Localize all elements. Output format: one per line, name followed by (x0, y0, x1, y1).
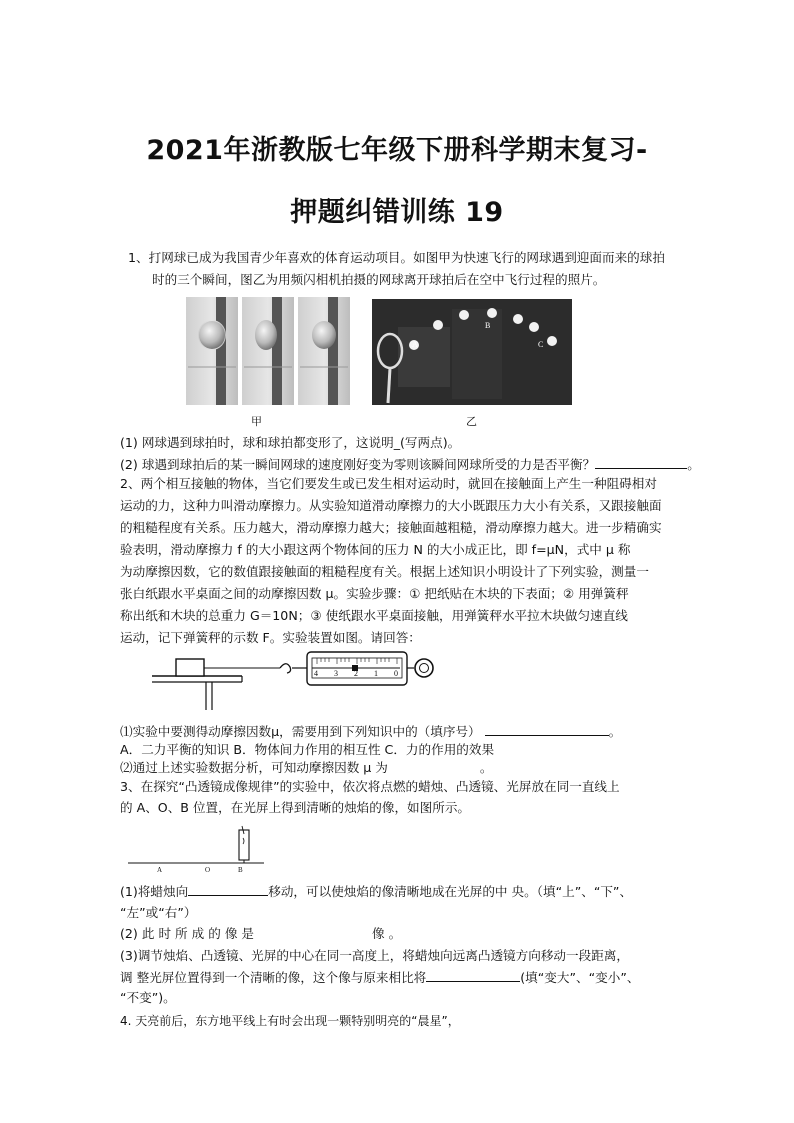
q1-sub2-end: 。 (687, 457, 700, 472)
q3-sub3-line1: (3)调节烛焰、凸透镜、光屏的中心在同一高度上，将蜡烛向远离凸透镜方向移动一段距离， (120, 948, 629, 963)
scale-tick-1: 1 (374, 669, 378, 678)
q2-options: A．二力平衡的知识 B．物体间力作用的相互性 C．力的作用的效果 (120, 742, 495, 757)
q1-sub2-blank[interactable] (595, 456, 687, 469)
scale-tick-4: 4 (314, 669, 318, 678)
friction-apparatus-graphic (152, 648, 442, 712)
q2-sub2-end: 。 (479, 760, 493, 775)
q2-line-7: 称出纸和木块的总重力 G＝10N；③ 使纸跟水平桌面接触，用弹簧秤水平拉木块做匀速直线 (120, 608, 628, 623)
photo-yi-label-c: C (538, 340, 544, 349)
page-title-line1: 2021年浙教版七年级下册科学期末复习- (146, 135, 648, 166)
q1-sub1: (1) 网球遇到球拍时，球和球拍都变形了，这说明_(写两点)。 (120, 435, 461, 450)
q3-sub2-pre: (2) 此 时 所 成 的 像 是 (120, 926, 255, 941)
lens-bench-graphic (126, 824, 266, 880)
q2-line-1: 2、两个相互接触的物体，当它们要发生或已发生相对运动时，就回在接触面上产生一种阻碍相对 (120, 476, 657, 491)
q1-sub2 (120, 456, 700, 473)
photo-yi-label-a: A (412, 340, 418, 349)
q3-sub3-line2 (120, 969, 639, 986)
q3-sub3-pre: 调 整光屏位置得到一个清晰的像，这个像与原来相比将 (120, 970, 427, 985)
q2-sub1-end: 。 (608, 724, 622, 739)
q2-sub1 (120, 723, 621, 740)
q3-sub1-cont: “左”或“右”） (120, 905, 197, 920)
caption-jia: 甲 (251, 415, 262, 428)
q2-line-3: 的粗糙程度有关系。压力越大，滑动摩擦力越大；接触面越粗糙，滑动摩擦力越大。进一步精确实 (120, 520, 662, 535)
q1-sub2-text: (2) 球遇到球拍后的某一瞬间网球的速度刚好变为零则该瞬间网球所受的力是否平衡？ (120, 457, 596, 472)
photo-jia-graphic (186, 297, 350, 405)
q3-sub3-blank[interactable] (426, 969, 520, 982)
q1-stem-line2: 时的三个瞬间，图乙为用频闪相机拍摄的网球离开球拍后在空中飞行过程的照片。 (152, 272, 606, 287)
lens-bench-figure (126, 824, 266, 880)
q3-sub3-post: (填“变大”、“变小”、 (520, 970, 640, 985)
q3-sub1 (120, 883, 632, 900)
photo-yi-label-b: B (485, 321, 491, 330)
q3-sub2-post: 像 。 (372, 926, 402, 941)
photo-yi (372, 299, 572, 405)
q2-line-2: 运动的力，这种力叫滑动摩擦力。从实验知道滑动摩擦力的大小既跟压力大小有关系，又跟接触面 (120, 498, 662, 513)
q3-stem-line2: 的 A、O、B 位置，在光屏上得到清晰的烛焰的像，如图所示。 (120, 800, 471, 815)
scale-tick-0: 0 (394, 669, 398, 678)
q1-stem-line1: 1、打网球已成为我国青少年喜欢的体育运动项目。如图甲为快速飞行的网球遇到迎面而来的球拍 (128, 250, 665, 265)
bench-label-o: O (205, 866, 211, 874)
q3-stem-line1: 3、在探究“凸透镜成像规律”的实验中，依次将点燃的蜡烛、凸透镜、光屏放在同一直线上 (120, 779, 620, 794)
q2-sub1-blank[interactable] (485, 723, 609, 736)
photo-yi-graphic (372, 299, 572, 405)
q2-line-5: 为动摩擦因数，它的数值跟接触面的粗糙程度有关。根据上述知识小明设计了下列实验，测量一 (120, 564, 649, 579)
q3-sub2 (120, 926, 401, 942)
bench-label-b: B (238, 866, 243, 874)
q2-sub2 (120, 760, 493, 776)
scale-tick-3: 3 (334, 669, 338, 678)
q2-sub2-text: ⑵通过上述实验数据分析，可知动摩擦因数 μ 为 (120, 760, 388, 775)
q2-line-8: 运动，记下弹簧秤的示数 F。实验装置如图。请回答： (120, 630, 421, 645)
q4-stem: 4. 天亮前后，东方地平线上有时会出现一颗特别明亮的“晨星”， (120, 1014, 460, 1028)
q2-line-4: 验表明，滑动摩擦力 f 的大小跟这两个物体间的压力 N 的大小成正比，即 f=μN，式中 μ 称 (120, 542, 631, 557)
photo-jia (186, 297, 350, 405)
q3-sub1-post: 移动，可以使烛焰的像清晰地成在光屏的中 央。（填“上”、“下”、 (268, 884, 633, 899)
bench-label-a: A (157, 866, 163, 874)
q3-sub1-pre: (1)将蜡烛向 (120, 884, 189, 899)
friction-apparatus-figure (152, 648, 442, 712)
q2-line-6: 张白纸跟水平桌面之间的动摩擦因数 μ。实验步骤：① 把纸贴在木块的下表面；② 用弹簧秤 (120, 586, 629, 601)
q3-sub1-blank[interactable] (188, 883, 268, 896)
q3-sub3-cont: “不变”)。 (120, 990, 176, 1005)
caption-yi: 乙 (466, 415, 477, 428)
page-title-line2: 押题纠错训练 19 (290, 197, 504, 228)
q2-sub1-text: ⑴实验中要测得动摩擦因数μ，需要用到下列知识中的（填序号） (120, 724, 481, 739)
scale-tick-2: 2 (354, 669, 358, 678)
